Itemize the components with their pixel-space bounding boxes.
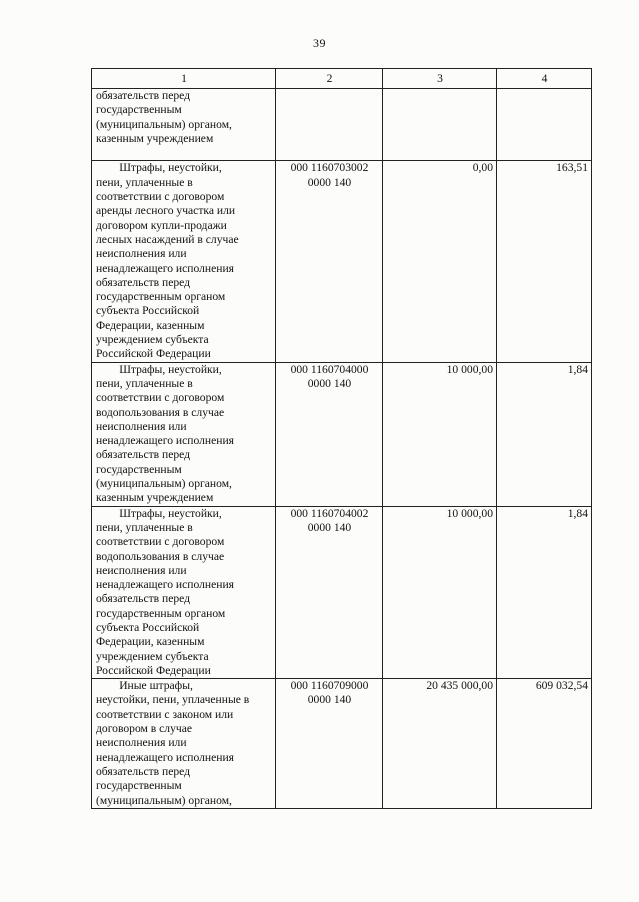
row-plan: 10 000,00 (383, 506, 497, 679)
table-row (92, 161, 592, 362)
row-code: 000 1160704000 0000 140 (276, 362, 383, 506)
row-plan: 20 435 000,00 (383, 679, 497, 809)
column-header-4: 4 (497, 69, 592, 89)
column-header-1: 1 (92, 69, 276, 89)
row-plan: 0,00 (383, 161, 497, 362)
column-header-3: 3 (383, 69, 497, 89)
row-plan (383, 89, 497, 161)
row-description: Штрафы, неустойки, пени, уплаченные в соответствии с договором водопользования в случае неисполнения или ненадлежащего исполнения обязательств перед государственным (муниципальным) органом, казенным учреждением (92, 362, 276, 506)
table-row (92, 506, 592, 679)
column-header-2: 2 (276, 69, 383, 89)
row-code: 000 1160709000 0000 140 (276, 679, 383, 809)
row-execution: 609 032,54 (497, 679, 592, 809)
row-description: Штрафы, неустойки, пени, уплаченные в соответствии с договором аренды лесного участка или договором купли-продажи лесных насаждений в случае неисполнения или ненадлежащего исполнения обязательств перед государственным органом субъекта Российской Федерации, казенным учреждением субъекта Российской Федерации (92, 161, 276, 362)
row-execution (497, 89, 592, 161)
row-execution: 1,84 (497, 506, 592, 679)
row-description: Иные штрафы, неустойки, пени, уплаченные в соответствии с законом или договором в случае неисполнения или ненадлежащего исполнения обязательств перед государственным (муниципальным) органом, (92, 679, 276, 809)
row-code: 000 1160704002 0000 140 (276, 506, 383, 679)
row-code: 000 1160703002 0000 140 (276, 161, 383, 362)
table-row (92, 89, 592, 161)
table-row (92, 679, 592, 809)
page-number: 39 (313, 36, 326, 50)
table-row (92, 362, 592, 506)
row-execution: 1,84 (497, 362, 592, 506)
budget-table (91, 68, 592, 809)
row-plan: 10 000,00 (383, 362, 497, 506)
table-header-row (92, 69, 592, 89)
row-execution: 163,51 (497, 161, 592, 362)
row-code (276, 89, 383, 161)
row-description: Штрафы, неустойки, пени, уплаченные в соответствии с договором водопользования в случае неисполнения или ненадлежащего исполнения обязательств перед государственным органом субъекта Российской Федерации, казенным учреждением субъекта Российской Федерации (92, 506, 276, 679)
row-description: обязательств перед государственным (муниципальным) органом, казенным учреждением (92, 89, 276, 161)
